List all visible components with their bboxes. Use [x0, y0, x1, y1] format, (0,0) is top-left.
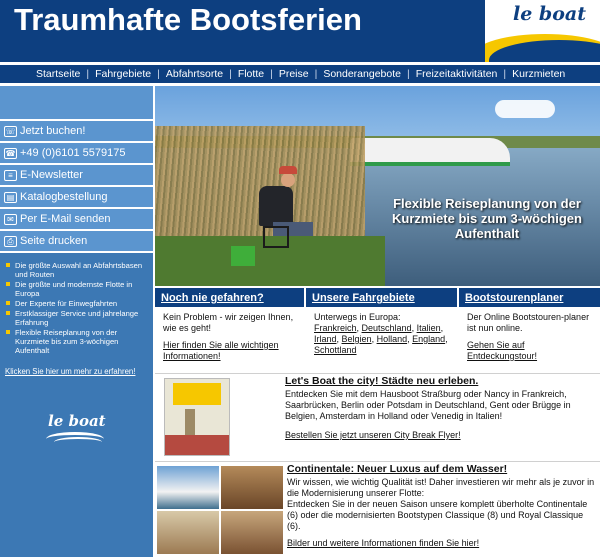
site-header	[0, 0, 600, 62]
learn-more-link[interactable]: Klicken Sie hier um mehr zu erfahren!	[5, 367, 136, 376]
column-body: Unterwegs in Europa: Frankreich, Deutschland, Italien, Irland, Belgien, Holland, England, Schottland	[314, 312, 448, 355]
column-first-time	[155, 288, 304, 372]
book-now-label: Jetzt buchen!	[20, 125, 86, 137]
continentale-body-2: Entdecken Sie in der neuen Saison unsere komplett überholte Continentale (6) oder die modernisierten Bootstypen Classique (8) und Royal Classique (6).	[287, 499, 588, 531]
interior-photo	[157, 511, 219, 554]
nav-separator: |	[270, 68, 273, 80]
nav-separator: |	[157, 68, 160, 80]
feature-item: Flexible Reiseplanung von der Kurzmiete bis zum 3-wöchigen Aufenthalt	[6, 328, 149, 355]
info-columns	[155, 288, 600, 372]
region-link-belgien[interactable]: Belgien	[341, 334, 372, 344]
continentale-feature	[155, 461, 600, 557]
logo-text: le boat	[513, 3, 586, 25]
houseboat-stripe	[350, 162, 510, 166]
nav-item-fahrgebiete[interactable]: Fahrgebiete	[95, 68, 152, 80]
angler-body	[259, 186, 293, 226]
telephone-icon: ☎	[5, 148, 16, 158]
feature-list	[0, 253, 153, 355]
folding-chair	[263, 226, 289, 248]
continentale-title[interactable]: Continentale: Neuer Luxus auf dem Wasser!	[287, 463, 508, 475]
bedroom-photo	[221, 511, 283, 554]
newsletter-label: E-Newsletter	[20, 169, 83, 181]
newsletter-button[interactable]	[0, 165, 153, 187]
column-body	[155, 307, 304, 362]
nav-item-preise[interactable]: Preise	[278, 68, 309, 80]
nav-separator: |	[314, 68, 318, 80]
nav-item-freizeitaktivitaeten[interactable]: Freizeitaktivitäten	[415, 68, 498, 80]
column-text: Der Online Bootstouren-planer ist nun online.	[467, 312, 590, 333]
nav-item-sonderangebote[interactable]: Sonderangebote	[323, 68, 401, 80]
city-break-order-link[interactable]: Bestellen Sie jetzt unseren City Break Flyer!	[285, 430, 461, 440]
book-now-button[interactable]	[0, 121, 153, 143]
continentale-body-1: Wir wissen, wie wichtig Qualität ist! Daher investieren wir mehr als je zuvor in die Modernisierung unserer Flotte:	[287, 477, 595, 498]
sidebar-logo	[44, 412, 106, 448]
envelope-icon: ✉	[4, 214, 17, 225]
column-planner	[459, 288, 600, 372]
hero-image	[155, 86, 600, 286]
flyer-title-block	[173, 383, 221, 405]
column-title-first-time[interactable]: Noch nie gefahren?	[155, 288, 304, 307]
feature-item: Die größte und modernste Flotte in Europa	[6, 280, 149, 298]
feature-item: Erstklassiger Service und jahrelange Erfahrung	[6, 309, 149, 327]
nav-separator: |	[503, 68, 507, 80]
region-link-deutschland[interactable]: Deutschland	[361, 323, 412, 333]
info-link[interactable]: Hier finden Sie alle wichtigen Informationen!	[163, 340, 279, 361]
nav-separator: |	[406, 68, 410, 80]
continentale-info-link[interactable]: Bilder und weitere Informationen finden Sie hier!	[287, 538, 480, 548]
send-email-button[interactable]	[0, 209, 153, 231]
logo-wave	[54, 437, 102, 447]
city-break-title[interactable]: Let's Boat the city! Städte neu erleben.	[285, 375, 479, 387]
flyer-rooftops	[165, 435, 229, 455]
angler-head	[281, 173, 295, 187]
green-bucket	[231, 246, 255, 266]
nav-item-startseite[interactable]: Startseite	[36, 68, 81, 80]
city-break-body: Entdecken Sie mit dem Hausboot Straßburg oder Nancy in Frankreich, Saarbrücken, Berlin oder Potsdam in Deutschland, Gent oder Brügge in Belgien, Amsterdam in Holland oder Venedig in Italien!	[285, 389, 571, 421]
send-email-label: Per E-Mail senden	[20, 213, 111, 225]
boat-photo	[157, 466, 219, 509]
catalog-icon: ▤	[4, 192, 17, 203]
hero-caption: Flexible Reiseplanung von der Kurzmiete bis zum 3-wöchigen Aufenthalt	[392, 196, 582, 241]
print-page-button[interactable]	[0, 231, 153, 253]
phone-number-button[interactable]	[0, 143, 153, 165]
boat-photo-grid[interactable]	[157, 466, 283, 554]
catalog-order-button[interactable]	[0, 187, 153, 209]
newsletter-icon: ≡	[4, 170, 17, 181]
print-page-label: Seite drucken	[20, 235, 88, 247]
continentale-text	[287, 464, 599, 549]
region-link-schottland[interactable]: Schottland	[314, 345, 357, 355]
cloud	[495, 100, 555, 118]
feature-item: Die größte Auswahl an Abfahrtsbasen und Routen	[6, 261, 149, 279]
column-regions	[306, 288, 457, 372]
le-boat-logo[interactable]	[485, 0, 600, 62]
cabin-photo	[221, 466, 283, 509]
nav-item-kurzmieten[interactable]: Kurzmieten	[512, 68, 566, 80]
column-title-planner[interactable]: Bootstourenplaner	[459, 288, 600, 307]
region-link-england[interactable]: England	[412, 334, 446, 344]
planner-link[interactable]: Gehen Sie auf Entdeckungstour!	[467, 340, 538, 361]
column-text: Kein Problem - wir zeigen Ihnen, wie es geht!	[163, 312, 294, 333]
phone-handset-icon: ☏	[5, 126, 16, 136]
column-body	[459, 307, 600, 362]
site-title: Traumhafte Bootsferien	[14, 2, 362, 37]
catalog-order-label: Katalogbestellung	[20, 191, 108, 203]
region-link-frankreich[interactable]: Frankreich	[314, 323, 357, 333]
column-title-regions[interactable]: Unsere Fahrgebiete	[306, 288, 457, 307]
city-break-flyer-image[interactable]	[164, 378, 230, 456]
sidebar-top-panel	[0, 86, 153, 121]
phone-number-label: +49 (0)6101 5579175	[20, 147, 126, 159]
sidebar-logo-text: le boat	[48, 412, 106, 430]
region-link-irland[interactable]: Irland	[314, 334, 337, 344]
nav-item-abfahrtsorte[interactable]: Abfahrtsorte	[165, 68, 224, 80]
city-break-feature	[155, 373, 600, 459]
region-link-holland[interactable]: Holland	[376, 334, 408, 344]
feature-item: Der Experte für Einwegfahrten	[6, 299, 149, 308]
regions-intro: Unterwegs in Europa:	[314, 312, 401, 322]
city-break-text	[285, 376, 597, 441]
sidebar	[0, 86, 153, 557]
main-navigation	[0, 62, 600, 86]
region-link-italien[interactable]: Italien	[416, 323, 441, 333]
angler-cap	[279, 166, 297, 174]
printer-icon: ⎙	[4, 236, 17, 247]
nav-separator: |	[86, 68, 90, 80]
nav-item-flotte[interactable]: Flotte	[237, 68, 265, 80]
nav-separator: |	[229, 68, 232, 80]
